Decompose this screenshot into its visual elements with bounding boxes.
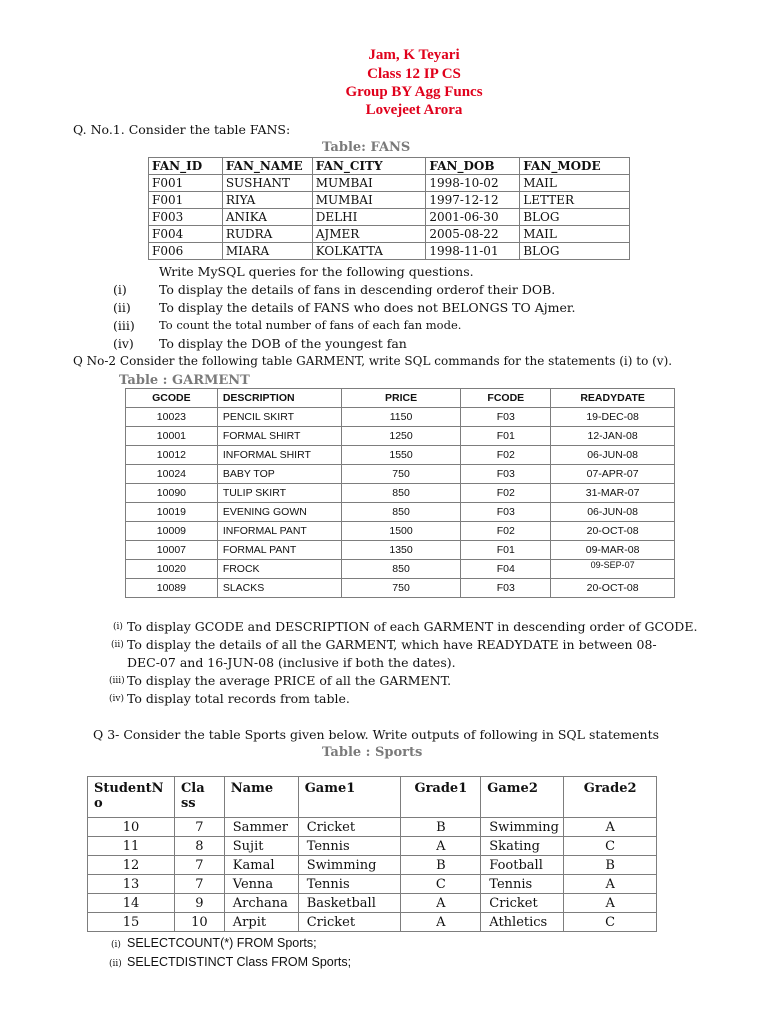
table-cell: 10 bbox=[174, 913, 224, 932]
table-cell: C bbox=[564, 913, 657, 932]
table-cell: F003 bbox=[149, 209, 223, 226]
table-cell: 10001 bbox=[126, 427, 218, 446]
table-row bbox=[126, 446, 675, 465]
q2-item-number: (iii) bbox=[109, 676, 125, 686]
table-cell: F03 bbox=[461, 503, 551, 522]
fans-table bbox=[148, 157, 630, 260]
table-row bbox=[126, 579, 675, 598]
table-cell: AJMER bbox=[312, 226, 426, 243]
table-row bbox=[88, 913, 657, 932]
table-cell: 1550 bbox=[341, 446, 461, 465]
table-row bbox=[149, 175, 630, 192]
table-cell: 7 bbox=[174, 818, 224, 837]
table-cell: B bbox=[401, 818, 481, 837]
table-row bbox=[126, 541, 675, 560]
q1-table-caption: Table: FANS bbox=[322, 140, 411, 155]
table-cell: 06-JUN-08 bbox=[551, 446, 675, 465]
table-cell: 850 bbox=[341, 484, 461, 503]
table-cell: 07-APR-07 bbox=[551, 465, 675, 484]
table-cell: EVENING GOWN bbox=[217, 503, 341, 522]
q1-item-text: To display the details of fans in descending orderof their DOB. bbox=[159, 282, 556, 297]
q2-item-text-continued: DEC-07 and 16-JUN-08 (inclusive if both the dates). bbox=[127, 655, 456, 670]
table-cell: RIYA bbox=[222, 192, 312, 209]
column-header: FAN_DOB bbox=[426, 158, 520, 175]
table-cell: MAIL bbox=[520, 175, 630, 192]
q3-item-text: SELECTDISTINCT Class FROM Sports; bbox=[127, 955, 352, 969]
table-cell: Sujit bbox=[224, 837, 298, 856]
table-row bbox=[126, 503, 675, 522]
table-row bbox=[126, 465, 675, 484]
table-cell: Cricket bbox=[298, 818, 401, 837]
table-cell: Swimming bbox=[481, 818, 564, 837]
table-cell: F001 bbox=[149, 175, 223, 192]
header-line-2: Class 12 IP CS bbox=[367, 66, 461, 82]
table-cell: BLOG bbox=[520, 243, 630, 260]
table-row bbox=[149, 209, 630, 226]
column-header: DESCRIPTION bbox=[217, 389, 341, 408]
table-row bbox=[149, 226, 630, 243]
table-row bbox=[126, 408, 675, 427]
q1-item-number: (iii) bbox=[113, 318, 135, 333]
table-cell: 11 bbox=[88, 837, 175, 856]
column-header: FCODE bbox=[461, 389, 551, 408]
table-row bbox=[126, 522, 675, 541]
table-cell: 12 bbox=[88, 856, 175, 875]
column-header: Grade1 bbox=[401, 777, 481, 818]
table-header-row bbox=[149, 158, 630, 175]
table-cell: 12-JAN-08 bbox=[551, 427, 675, 446]
table-cell: MIARA bbox=[222, 243, 312, 260]
table-cell: Tennis bbox=[481, 875, 564, 894]
q2-item-number: (ii) bbox=[111, 640, 124, 650]
table-cell: F03 bbox=[461, 579, 551, 598]
header-line-1: Jam, K Teyari bbox=[368, 47, 460, 63]
q1-item-text: To display the details of FANS who does not BELONGS TO Ajmer. bbox=[159, 300, 576, 315]
table-cell: F02 bbox=[461, 446, 551, 465]
column-header: FAN_MODE bbox=[520, 158, 630, 175]
table-cell: FORMAL PANT bbox=[217, 541, 341, 560]
table-cell: 31-MAR-07 bbox=[551, 484, 675, 503]
table-cell: FROCK bbox=[217, 560, 341, 579]
q1-item-text: To display the DOB of the youngest fan bbox=[159, 336, 407, 351]
table-cell: MUMBAI bbox=[312, 192, 426, 209]
table-cell: 1998-11-01 bbox=[426, 243, 520, 260]
table-cell: 10009 bbox=[126, 522, 218, 541]
table-cell: 15 bbox=[88, 913, 175, 932]
q1-item-number: (i) bbox=[113, 282, 127, 297]
table-cell: ANIKA bbox=[222, 209, 312, 226]
table-cell: 1250 bbox=[341, 427, 461, 446]
column-header: StudentN o bbox=[88, 777, 175, 818]
table-cell: INFORMAL SHIRT bbox=[217, 446, 341, 465]
table-cell: 1350 bbox=[341, 541, 461, 560]
table-cell: 10089 bbox=[126, 579, 218, 598]
table-cell: BABY TOP bbox=[217, 465, 341, 484]
table-cell: 1998-10-02 bbox=[426, 175, 520, 192]
table-cell: Arpit bbox=[224, 913, 298, 932]
table-cell: DELHI bbox=[312, 209, 426, 226]
column-header: Game1 bbox=[298, 777, 401, 818]
table-cell: F03 bbox=[461, 465, 551, 484]
table-row bbox=[126, 560, 675, 579]
table-cell: C bbox=[564, 837, 657, 856]
table-cell: Athletics bbox=[481, 913, 564, 932]
table-cell: Tennis bbox=[298, 875, 401, 894]
q2-item-number: (iv) bbox=[109, 694, 124, 704]
column-header: GCODE bbox=[126, 389, 218, 408]
table-cell: 850 bbox=[341, 560, 461, 579]
q1-item-number: (ii) bbox=[113, 300, 131, 315]
table-cell: 750 bbox=[341, 579, 461, 598]
table-cell: SUSHANT bbox=[222, 175, 312, 192]
table-cell: F01 bbox=[461, 427, 551, 446]
table-row bbox=[149, 192, 630, 209]
column-header: FAN_ID bbox=[149, 158, 223, 175]
table-cell: Venna bbox=[224, 875, 298, 894]
table-cell: A bbox=[564, 818, 657, 837]
table-cell: 10 bbox=[88, 818, 175, 837]
table-cell: Skating bbox=[481, 837, 564, 856]
table-cell: 1500 bbox=[341, 522, 461, 541]
table-cell: TULIP SKIRT bbox=[217, 484, 341, 503]
table-row bbox=[88, 818, 657, 837]
table-cell: 2005-08-22 bbox=[426, 226, 520, 243]
column-header: PRICE bbox=[341, 389, 461, 408]
table-cell: 06-JUN-08 bbox=[551, 503, 675, 522]
table-cell: F004 bbox=[149, 226, 223, 243]
table-cell: B bbox=[401, 856, 481, 875]
garment-table bbox=[125, 388, 675, 598]
table-cell: Tennis bbox=[298, 837, 401, 856]
table-cell: 10090 bbox=[126, 484, 218, 503]
table-cell: KOLKATTA bbox=[312, 243, 426, 260]
column-header: Game2 bbox=[481, 777, 564, 818]
q2-item-text: To display the details of all the GARMENT, which have READYDATE in between 08- bbox=[127, 637, 657, 652]
table-cell: F001 bbox=[149, 192, 223, 209]
table-cell: A bbox=[564, 875, 657, 894]
table-header-row bbox=[126, 389, 675, 408]
table-cell: C bbox=[401, 875, 481, 894]
q2-item-number: (i) bbox=[113, 622, 123, 632]
column-header: FAN_NAME bbox=[222, 158, 312, 175]
table-cell: F04 bbox=[461, 560, 551, 579]
q2-item-text: To display the average PRICE of all the GARMENT. bbox=[127, 673, 452, 688]
table-cell: 2001-06-30 bbox=[426, 209, 520, 226]
table-cell: 7 bbox=[174, 856, 224, 875]
table-row bbox=[88, 875, 657, 894]
table-cell: Basketball bbox=[298, 894, 401, 913]
header-line-4: Lovejeet Arora bbox=[365, 102, 463, 118]
q1-item-text: To count the total number of fans of each fan mode. bbox=[159, 318, 462, 332]
table-row bbox=[126, 484, 675, 503]
column-header: Cla ss bbox=[174, 777, 224, 818]
table-cell: 10023 bbox=[126, 408, 218, 427]
table-cell: INFORMAL PANT bbox=[217, 522, 341, 541]
table-cell: Cricket bbox=[298, 913, 401, 932]
table-cell: F02 bbox=[461, 522, 551, 541]
table-cell: SLACKS bbox=[217, 579, 341, 598]
q2-item-text: To display total records from table. bbox=[127, 691, 350, 706]
table-cell: 14 bbox=[88, 894, 175, 913]
table-cell: 10020 bbox=[126, 560, 218, 579]
column-header: FAN_CITY bbox=[312, 158, 426, 175]
table-cell: 8 bbox=[174, 837, 224, 856]
table-cell: A bbox=[401, 913, 481, 932]
table-cell: LETTER bbox=[520, 192, 630, 209]
table-row bbox=[149, 243, 630, 260]
table-cell: 750 bbox=[341, 465, 461, 484]
table-cell: 20-OCT-08 bbox=[551, 522, 675, 541]
q2-table-caption: Table : GARMENT bbox=[119, 373, 250, 388]
q1-intro: Write MySQL queries for the following questions. bbox=[159, 264, 474, 279]
table-cell: Sammer bbox=[224, 818, 298, 837]
table-cell: A bbox=[401, 894, 481, 913]
table-cell: 09-MAR-08 bbox=[551, 541, 675, 560]
table-cell: 850 bbox=[341, 503, 461, 522]
table-cell: 10007 bbox=[126, 541, 218, 560]
table-cell: PENCIL SKIRT bbox=[217, 408, 341, 427]
column-header: READYDATE bbox=[551, 389, 675, 408]
table-cell: A bbox=[401, 837, 481, 856]
table-cell: FORMAL SHIRT bbox=[217, 427, 341, 446]
q3-table-caption: Table : Sports bbox=[322, 745, 423, 760]
table-cell: BLOG bbox=[520, 209, 630, 226]
q3-heading: Q 3- Consider the table Sports given below. Write outputs of following in SQL statements bbox=[93, 727, 660, 742]
table-cell: F03 bbox=[461, 408, 551, 427]
table-cell: 10019 bbox=[126, 503, 218, 522]
table-cell: F02 bbox=[461, 484, 551, 503]
table-row bbox=[126, 427, 675, 446]
table-cell: 1150 bbox=[341, 408, 461, 427]
table-cell: 1997-12-12 bbox=[426, 192, 520, 209]
table-header-row bbox=[88, 777, 657, 818]
sports-table bbox=[87, 776, 657, 932]
table-cell: 7 bbox=[174, 875, 224, 894]
table-cell: F006 bbox=[149, 243, 223, 260]
column-header: Name bbox=[224, 777, 298, 818]
table-cell: 19-DEC-08 bbox=[551, 408, 675, 427]
table-cell: B bbox=[564, 856, 657, 875]
table-cell: MUMBAI bbox=[312, 175, 426, 192]
table-cell: A bbox=[564, 894, 657, 913]
table-cell: 20-OCT-08 bbox=[551, 579, 675, 598]
table-cell: F01 bbox=[461, 541, 551, 560]
table-cell: Swimming bbox=[298, 856, 401, 875]
q2-item-text: To display GCODE and DESCRIPTION of each GARMENT in descending order of GCODE. bbox=[127, 619, 698, 634]
table-cell: Archana bbox=[224, 894, 298, 913]
q1-heading: Q. No.1. Consider the table FANS: bbox=[73, 122, 291, 137]
table-row bbox=[88, 837, 657, 856]
table-row bbox=[88, 894, 657, 913]
q3-item-number: (ii) bbox=[109, 959, 122, 969]
q3-item-text: SELECTCOUNT(*) FROM Sports; bbox=[127, 936, 317, 950]
table-cell: 10012 bbox=[126, 446, 218, 465]
q1-item-number: (iv) bbox=[113, 336, 134, 351]
table-cell: 10024 bbox=[126, 465, 218, 484]
table-cell: Football bbox=[481, 856, 564, 875]
table-cell: Kamal bbox=[224, 856, 298, 875]
header-line-3: Group BY Agg Funcs bbox=[345, 84, 483, 100]
table-cell: Cricket bbox=[481, 894, 564, 913]
column-header: Grade2 bbox=[564, 777, 657, 818]
table-cell: RUDRA bbox=[222, 226, 312, 243]
table-cell: 9 bbox=[174, 894, 224, 913]
table-cell: 09-SEP-07 bbox=[551, 560, 675, 579]
table-cell: 13 bbox=[88, 875, 175, 894]
table-row bbox=[88, 856, 657, 875]
q2-heading: Q No-2 Consider the following table GARMENT, write SQL commands for the statements (i) to (v). bbox=[73, 354, 673, 368]
table-cell: MAIL bbox=[520, 226, 630, 243]
q3-item-number: (i) bbox=[111, 940, 121, 950]
